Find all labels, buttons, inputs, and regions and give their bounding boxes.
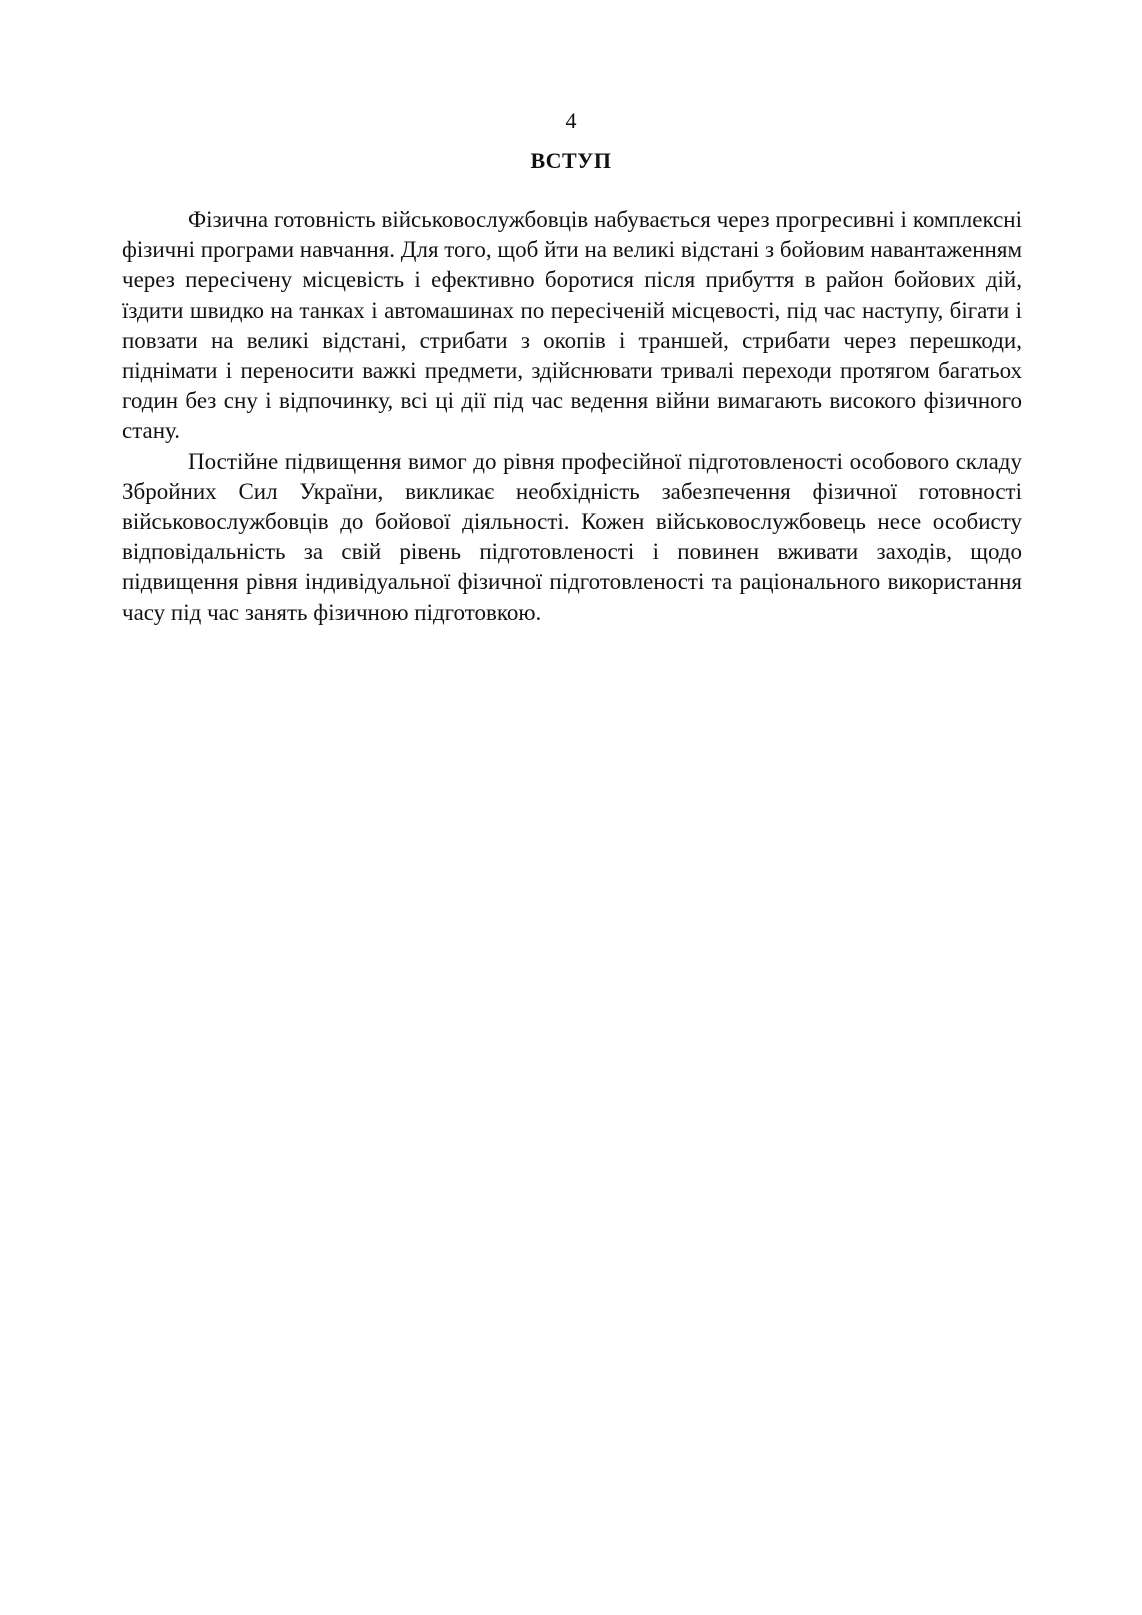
body-text xyxy=(122,205,1022,628)
paragraph: Постійне підвищення вимог до рівня професійної підготовленості особового складу Збройних Сил України, викликає необхідність забезпечення фізичної готовності військовослужбовців до бойової діяльності. Кожен військовослужбовець несе особисту відповідальність за свій рівень підготовленості і повинен вживати заходів, щодо підвищення рівня індивідуальної фізичної підготовленості та раціонального використання часу під час занять фізичною підготовкою. xyxy=(122,448,1022,625)
page-number: 4 xyxy=(565,108,577,133)
paragraph: Фізична готовність військовослужбовців набувається через прогресивні і комплексні фізичні програми навчання. Для того, щоб йти на великі відстані з бойовим навантаженням через пересічену місцевість і ефективно боротися після прибуття в район бойових дій, їздити швидко на танках і автомашинах по пересіченій місцевості, під час наступу, бігати і повзати на великі відстані, стрибати з окопів і траншей, стрибати через перешкоди, піднімати і переносити важкі предмети, здійснювати тривалі переходи протягом багатьох годин без сну і відпочинку, всі ці дії під час ведення війни вимагають високого фізичного стану. xyxy=(122,207,1022,444)
section-title: ВСТУП xyxy=(530,148,612,173)
